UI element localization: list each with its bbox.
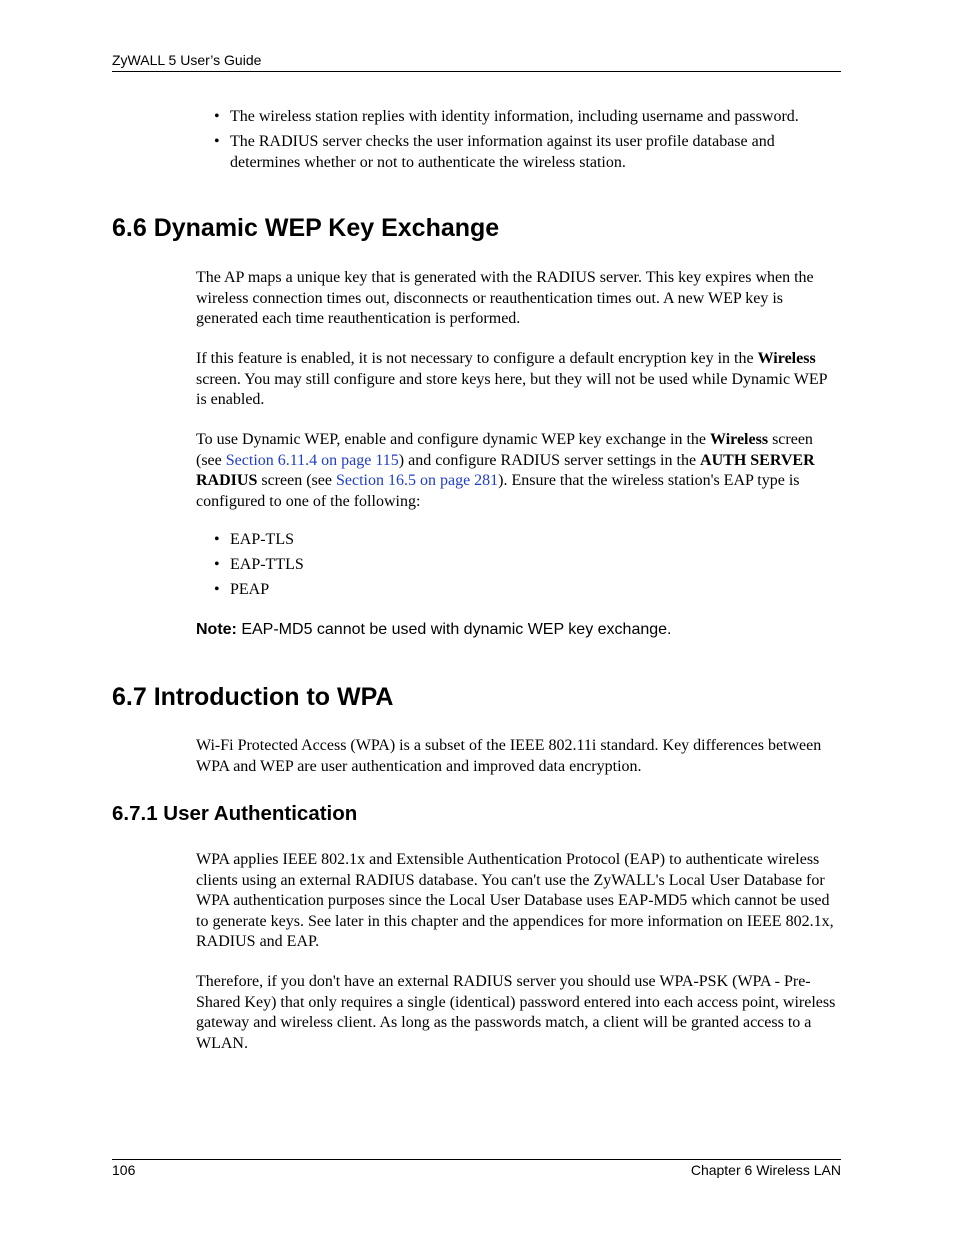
ui-term-wireless: Wireless bbox=[757, 350, 816, 367]
section-heading-6-7: 6.7 Introduction to WPA bbox=[112, 683, 394, 711]
running-header: ZyWALL 5 User’s Guide bbox=[112, 52, 262, 68]
text-run: screen. You may still configure and store keys here, but they will not be used while Dynamic WEP is enabled. bbox=[196, 370, 827, 408]
text-run: ). Ensure that the wireless station's EAP type is configured to one of the following: bbox=[196, 472, 800, 510]
bullet-icon: • bbox=[214, 581, 220, 598]
paragraph: The AP maps a unique key that is generated with the RADIUS server. This key expires when the wireless connection times out, disconnects or reauthentication times out. A new WEP key is generated each time reauthentication is performed. bbox=[196, 269, 814, 327]
paragraph bbox=[196, 430, 841, 512]
ui-term-auth-server-radius: AUTH SERVER RADIUS bbox=[196, 451, 815, 489]
list-item bbox=[214, 530, 841, 551]
footer-rule bbox=[112, 1159, 841, 1160]
list-item-text: The wireless station replies with identity information, including username and password. bbox=[230, 108, 799, 125]
page-number: 106 bbox=[112, 1162, 136, 1178]
paragraph: WPA applies IEEE 802.1x and Extensible Authentication Protocol (EAP) to authenticate wireless clients using an external RADIUS database. You can't use the ZyWALL's Local User Database for WPA authentication purposes since the Local User Database uses EAP-MD5 which cannot be used to generate keys. See later in this chapter and the appendices for more information on IEEE 802.1x, RADIUS and EAP. bbox=[196, 851, 834, 950]
subsection-heading-6-7-1: 6.7.1 User Authentication bbox=[112, 802, 358, 825]
paragraph bbox=[196, 349, 841, 411]
list-item bbox=[214, 580, 841, 601]
text-run: To use Dynamic WEP, enable and configure dynamic WEP key exchange in the bbox=[196, 431, 710, 448]
eap-type-list bbox=[214, 530, 841, 601]
list-item-text: PEAP bbox=[230, 581, 270, 598]
paragraph: Wi-Fi Protected Access (WPA) is a subset of the IEEE 802.11i standard. Key differences between WPA and WEP are user authentication and improved data encryption. bbox=[196, 737, 822, 775]
chapter-title: Chapter 6 Wireless LAN bbox=[690, 1162, 841, 1178]
cross-reference-link[interactable]: Section 6.11.4 on page 115 bbox=[225, 451, 399, 469]
list-item bbox=[214, 107, 841, 128]
bullet-icon: • bbox=[214, 556, 220, 573]
text-run: If this feature is enabled, it is not necessary to configure a default encryption key in the bbox=[196, 350, 758, 367]
note-text: EAP-MD5 cannot be used with dynamic WEP key exchange. bbox=[236, 621, 672, 638]
bullet-icon: • bbox=[214, 133, 220, 150]
section-heading-6-6: 6.6 Dynamic WEP Key Exchange bbox=[112, 214, 500, 242]
intro-bullet-list bbox=[214, 107, 841, 173]
list-item-text: EAP-TTLS bbox=[230, 556, 304, 573]
text-run: screen (see bbox=[257, 472, 336, 489]
paragraph: Therefore, if you don't have an external RADIUS server you should use WPA-PSK (WPA - Pre-Shared Key) that only requires a single (identical) password entered into each access point, wireless gateway and wireless client. As long as the passwords match, a client will be granted access to a WLAN. bbox=[196, 973, 836, 1052]
bullet-icon: • bbox=[214, 108, 220, 125]
bullet-icon: • bbox=[214, 531, 220, 548]
ui-term-wireless: Wireless bbox=[709, 431, 769, 448]
list-item-text: EAP-TLS bbox=[230, 531, 294, 548]
note-label: Note: bbox=[196, 621, 237, 638]
note bbox=[196, 621, 671, 639]
header-rule bbox=[112, 71, 841, 72]
text-run: ) and configure RADIUS server settings in the bbox=[398, 451, 701, 469]
list-item bbox=[214, 555, 841, 576]
text-run: screen (see bbox=[196, 431, 813, 469]
cross-reference-link[interactable]: Section 16.5 on page 281 bbox=[335, 472, 499, 489]
list-item-text: The RADIUS server checks the user information against its user profile database and determines whether or not to authenticate the wireless station. bbox=[230, 133, 775, 171]
list-item bbox=[214, 132, 841, 173]
